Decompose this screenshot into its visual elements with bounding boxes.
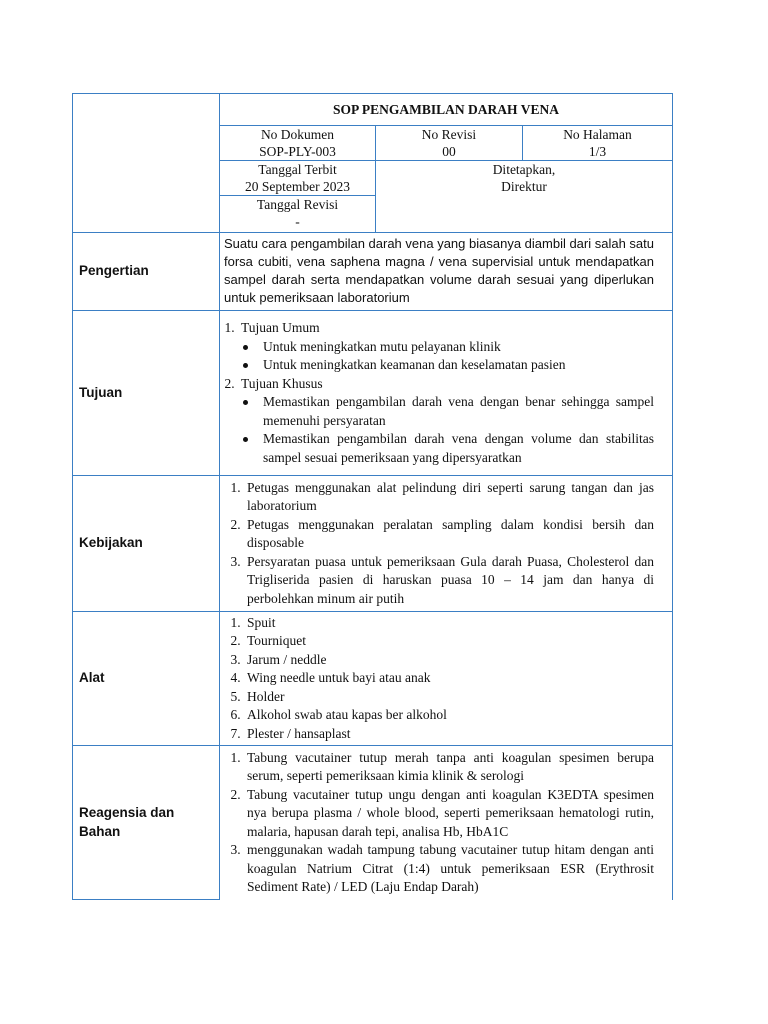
section-row-alat bbox=[73, 612, 673, 746]
section-label-tujuan: Tujuan bbox=[73, 311, 220, 476]
list-item: 7. Plester / hansaplast bbox=[244, 725, 654, 744]
document-body-table bbox=[72, 232, 673, 900]
approval-label: Ditetapkan, bbox=[492, 162, 556, 177]
doc-number-value: SOP-PLY-003 bbox=[259, 144, 336, 159]
list-item: 3. Persyaratan puasa untuk pemeriksaan Gula darah Puasa, Cholesterol dan Trigliserida pasien di haruskan puasa 10 – 14 jam dan hanya di perbolehkan minum air putih bbox=[244, 553, 654, 609]
list-item: 1. Tabung vacutainer tutup merah tanpa anti koagulan spesimen berupa serum, seperti pemeriksaan kimia klinik & serologi bbox=[244, 749, 654, 786]
revision-date-cell bbox=[220, 196, 376, 233]
section-content-tujuan bbox=[220, 311, 673, 476]
section-label-alat: Alat bbox=[73, 612, 220, 746]
section-row-pengertian bbox=[73, 233, 673, 311]
approver-title: Direktur bbox=[501, 179, 547, 194]
section-content-pengertian bbox=[220, 233, 673, 311]
list-item: 2. Petugas menggunakan peralatan sampling dalam kondisi bersih dan disposable bbox=[244, 516, 654, 553]
goal-general: 1. Tujuan Umum Untuk meningkatkan mutu pelayanan klinik Untuk meningkatkan keamanan dan keselamatan pasien bbox=[238, 319, 654, 375]
page-number-label: No Halaman bbox=[563, 127, 632, 142]
section-label-pengertian: Pengertian bbox=[73, 233, 220, 311]
list-item: 2. Tabung vacutainer tutup ungu dengan anti koagulan K3EDTA spesimen nya berupa plasma / whole blood, seperti pemeriksaan hematologi rutin, malaria, hapusan darah tepi, analisa Hb, HbA1C bbox=[244, 786, 654, 842]
issued-date-cell bbox=[220, 161, 376, 196]
list-item: Untuk meningkatkan keamanan dan keselamatan pasien bbox=[263, 356, 654, 375]
revision-number-value: 00 bbox=[442, 144, 456, 159]
revision-number-label: No Revisi bbox=[421, 127, 477, 142]
section-row-kebijakan bbox=[73, 476, 673, 612]
list-item: Memastikan pengambilan darah vena dengan benar sehingga sampel memenuhi persyaratan bbox=[263, 393, 654, 430]
doc-number-cell bbox=[220, 126, 376, 161]
section-label-reagensia: Reagensia dan Bahan bbox=[73, 746, 220, 900]
doc-number-label: No Dokumen bbox=[260, 127, 335, 142]
list-item: 5. Holder bbox=[244, 688, 654, 707]
page-number-cell bbox=[523, 126, 673, 161]
section-row-reagensia bbox=[73, 746, 673, 900]
page-number-value: 1/3 bbox=[588, 144, 607, 159]
list-item: 4. Wing needle untuk bayi atau anak bbox=[244, 669, 654, 688]
list-item: 3. menggunakan wadah tampung tabung vacutainer tutup hitam dengan anti koagulan Natrium Citrat (1:4) untuk pemeriksaan ESR (Erythrosit Sediment Rate) / LED (Laju Endap Darah) bbox=[244, 841, 654, 897]
definition-text: Suatu cara pengambilan darah vena yang biasanya diambil dari salah satu forsa cubiti, vena saphena magna / vena supervisial untuk mendapatkan sampel darah serta mendapatkan volume darah sesuai yang diperlukan untuk pemeriksaan laboratorium bbox=[224, 236, 655, 305]
section-content-kebijakan bbox=[220, 476, 673, 612]
section-label-kebijakan: Kebijakan bbox=[73, 476, 220, 612]
revision-date-label: Tanggal Revisi bbox=[256, 197, 339, 212]
list-item: Untuk meningkatkan mutu pelayanan klinik bbox=[263, 338, 654, 357]
section-row-tujuan bbox=[73, 311, 673, 476]
logo-cell bbox=[73, 94, 220, 233]
approval-cell bbox=[376, 161, 673, 233]
issued-date-value: 20 September 2023 bbox=[245, 179, 350, 194]
list-item: 3. Jarum / neddle bbox=[244, 651, 654, 670]
list-item: 2. Tourniquet bbox=[244, 632, 654, 651]
list-item: 1. Spuit bbox=[244, 614, 654, 633]
revision-date-value: - bbox=[295, 214, 300, 229]
sop-document bbox=[72, 93, 672, 900]
section-content-alat bbox=[220, 612, 673, 746]
revision-number-cell bbox=[376, 126, 523, 161]
document-header-table bbox=[72, 93, 673, 233]
list-item: 1. Petugas menggunakan alat pelindung diri seperti sarung tangan dan jas laboratorium bbox=[244, 479, 654, 516]
document-title: SOP PENGAMBILAN DARAH VENA bbox=[220, 94, 673, 126]
goal-specific: 2. Tujuan Khusus Memastikan pengambilan darah vena dengan benar sehingga sampel memenuhi persyaratan Memastikan pengambilan darah vena dengan volume dan stabilitas sampel sesuai pemeriksaan yang dipersyaratkan bbox=[238, 375, 654, 468]
issued-date-label: Tanggal Terbit bbox=[258, 162, 337, 177]
section-content-reagensia bbox=[220, 746, 673, 900]
list-item: Memastikan pengambilan darah vena dengan volume dan stabilitas sampel sesuai pemeriksaan yang dipersyaratkan bbox=[263, 430, 654, 467]
list-item: 6. Alkohol swab atau kapas ber alkohol bbox=[244, 706, 654, 725]
